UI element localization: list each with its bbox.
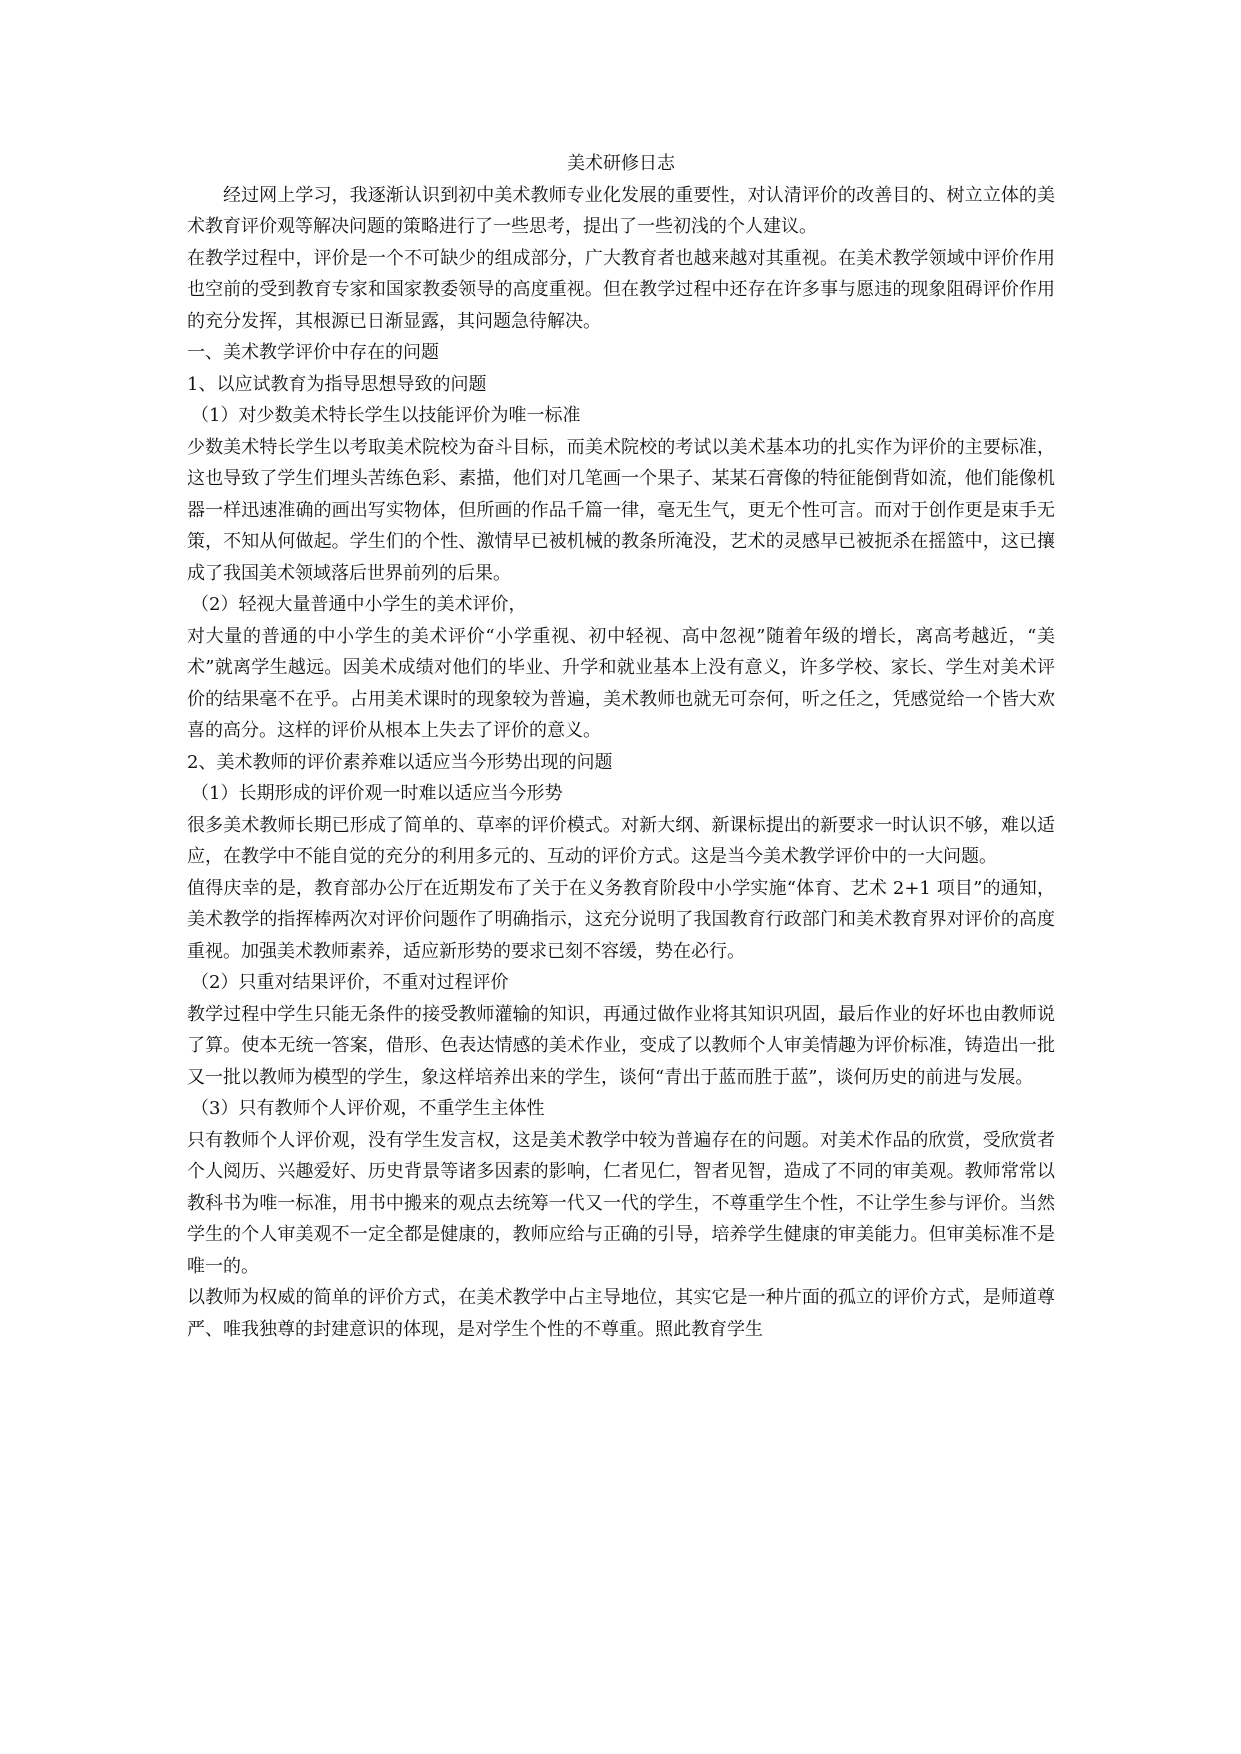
body-paragraph: 很多美术教师长期已形成了简单的、草率的评价模式。对新大纲、新课标提出的新要求一时认识不够，难以适应，在教学中不能自觉的充分的利用多元的、互动的评价方式。这是当今美术教学评价中的一大问题。: [187, 814, 1055, 867]
item-heading: （3）只有教师个人评价观，不重学生主体性: [191, 1098, 545, 1119]
item-heading: （1）长期形成的评价观一时难以适应当今形势: [191, 783, 563, 804]
body-paragraph: 值得庆幸的是，教育部办公厅在近期发布了关于在义务教育阶段中小学实施“体育、艺术 2+1 项目”的通知，美术教学的指挥棒两次对评价问题作了明确指示，这充分说明了我国教育行政部门和美术教育界对评价的高度重视。加强美术教师素养，适应新形势的要求已刻不容缓，势在必行。: [187, 877, 1055, 962]
item-heading: （2）只重对结果评价，不重对过程评价: [191, 972, 509, 993]
subsection-heading: 1、以应试教育为指导思想导致的问题: [187, 373, 487, 395]
body-paragraph: 对大量的普通的中小学生的美术评价“小学重视、初中轻视、高中忽视”随着年级的增长，离高考越近，“美术”就离学生越远。因美术成绩对他们的毕业、升学和就业基本上没有意义，许多学校、家长、学生对美术评价的结果毫不在乎。占用美术课时的现象较为普遍，美术教师也就无可奈何，听之任之，凭感觉给一个皆大欢喜的高分。这样的评价从根本上失去了评价的意义。: [187, 625, 1055, 741]
body-paragraph: 以教师为权威的简单的评价方式，在美术教学中占主导地位，其实它是一种片面的孤立的评价方式，是师道尊严、唯我独尊的封建意识的体现，是对学生个性的不尊重。照此教育学生: [187, 1287, 1055, 1340]
body-paragraph: 少数美术特长学生以考取美术院校为奋斗目标，而美术院校的考试以美术基本功的扎实作为评价的主要标准，这也导致了学生们埋头苦练色彩、素描，他们对几笔画一个果子、某某石膏像的特征能倒背如流，他们能像机器一样迅速准确的画出写实物体，但所画的作品千篇一律，毫无生气，更无个性可言。而对于创作更是束手无策，不知从何做起。学生们的个性、激情早已被机械的教条所淹没，艺术的灵感早已被扼杀在摇篮中，这已攘成了我国美术领域落后世界前列的后果。: [187, 436, 1055, 584]
body-paragraph: 只有教师个人评价观，没有学生发言权，这是美术教学中较为普遍存在的问题。对美术作品的欣赏，受欣赏者个人阅历、兴趣爱好、历史背景等诸多因素的影响，仁者见仁，智者见智，造成了不同的审美观。教师常常以教科书为唯一标准，用书中搬来的观点去统筹一代又一代的学生，不尊重学生个性，不让学生参与评价。当然学生的个人审美观不一定全都是健康的，教师应给与正确的引导，培养学生健康的审美能力。但审美标准不是唯一的。: [187, 1129, 1055, 1277]
body-paragraph: 在教学过程中，评价是一个不可缺少的组成部分，广大教育者也越来越对其重视。在美术教学领域中评价作用也空前的受到教育专家和国家教委领导的高度重视。但在教学过程中还存在许多事与愿违的现象阻碍评价作用的充分发挥，其根源已日渐显露，其问题急待解决。: [187, 247, 1055, 332]
item-heading: （1）对少数美术特长学生以技能评价为唯一标准: [191, 405, 581, 426]
section-heading: 一、美术教学评价中存在的问题: [187, 342, 439, 363]
item-heading: （2）轻视大量普通中小学生的美术评价，: [191, 594, 527, 615]
subsection-heading: 2、美术教师的评价素养难以适应当今形势出现的问题: [187, 751, 613, 773]
intro-paragraph: 经过网上学习，我逐渐认识到初中美术教师专业化发展的重要性，对认清评价的改善目的、树立立体的美术教育评价观等解决问题的策略进行了一些思考，提出了一些初浅的个人建议。: [187, 184, 1055, 237]
body-paragraph: 教学过程中学生只能无条件的接受教师灌输的知识，再通过做作业将其知识巩固，最后作业的好坏也由教师说了算。使本无统一答案，借形、色表达情感的美术作业，变成了以教师个人审美情趣为评价标准，铸造出一批又一批以教师为模型的学生，象这样培养出来的学生，谈何“青出于蓝而胜于蓝”，谈何历史的前进与发展。: [187, 1003, 1055, 1088]
document-page: [187, 148, 1055, 1345]
document-title: 美术研修日志: [567, 153, 675, 174]
